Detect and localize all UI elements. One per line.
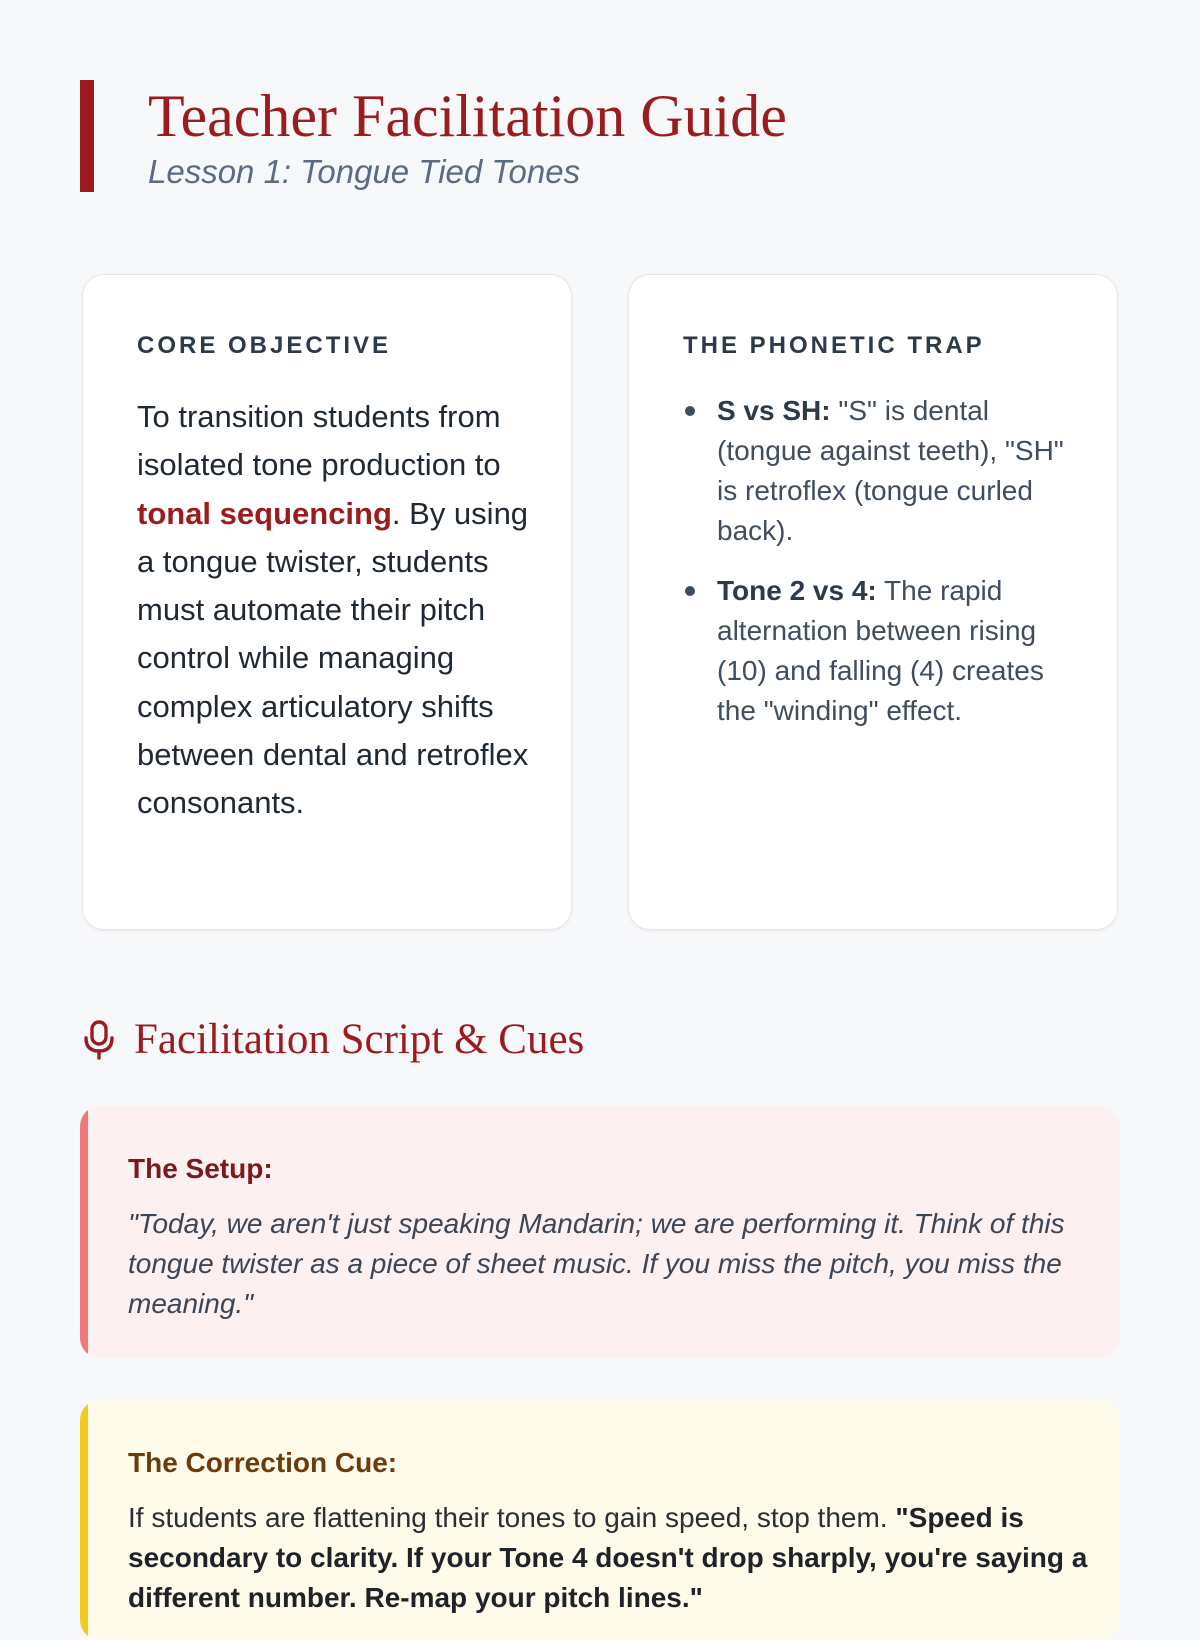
- phonetic-trap-card: [628, 274, 1118, 930]
- cue-accent-rule: [80, 1400, 88, 1640]
- trap-text: "S" is dental (tongue against teeth), "SH" is retroflex (tongue curled back).: [717, 395, 1064, 546]
- page-header: [80, 80, 1120, 192]
- objective-text-after: . By using a tongue twister, students must automate their pitch control while managing complex articulatory shifts between dental and retroflex consonants.: [137, 495, 529, 821]
- correction-cue-callout: [80, 1400, 1120, 1640]
- cue-emphasis: "Speed is secondary to clarity. If your Tone 4 doesn't drop sharply, you're saying a different number. Re-map your pitch lines.": [128, 1502, 1088, 1613]
- core-objective-heading: CORE OBJECTIVE: [137, 332, 392, 359]
- phonetic-trap-heading: THE PHONETIC TRAP: [683, 332, 985, 359]
- page-subtitle: Lesson 1: Tongue Tied Tones: [148, 153, 581, 190]
- setup-quote: "Today, we aren't just speaking Mandarin; we are performing it. Think of this tongue twister as a piece of sheet music. If you miss the pitch, you miss the meaning.": [128, 1208, 1065, 1319]
- bullet-icon: [685, 586, 695, 596]
- setup-callout: [80, 1106, 1120, 1358]
- setup-label: The Setup:: [128, 1153, 273, 1184]
- objective-text-before: To transition students from isolated tone production to: [137, 399, 501, 483]
- core-objective-card: [82, 274, 572, 930]
- phonetic-trap-list: [683, 391, 1073, 751]
- trap-text: The rapid alternation between rising (10) and falling (4) creates the "winding" effect.: [717, 575, 1044, 726]
- cue-text: If students are flattening their tones to gain speed, stop them.: [128, 1502, 896, 1533]
- setup-accent-rule: [80, 1106, 88, 1358]
- trap-term: Tone 2 vs 4:: [717, 575, 877, 606]
- microphone-icon: [82, 1020, 116, 1060]
- bullet-icon: [685, 406, 695, 416]
- header-accent-bar: [80, 80, 94, 192]
- page-title: Teacher Facilitation Guide: [148, 83, 787, 149]
- script-section-heading: [82, 1012, 882, 1068]
- section-title: Facilitation Script & Cues: [134, 1016, 585, 1063]
- core-objective-text: [137, 393, 537, 828]
- list-item: [683, 571, 1073, 731]
- objective-highlight: tonal sequencing: [137, 495, 392, 531]
- trap-term: S vs SH:: [717, 395, 831, 426]
- correction-cue-text: [128, 1498, 1088, 1618]
- list-item: [683, 391, 1073, 551]
- correction-cue-label: The Correction Cue:: [128, 1447, 398, 1478]
